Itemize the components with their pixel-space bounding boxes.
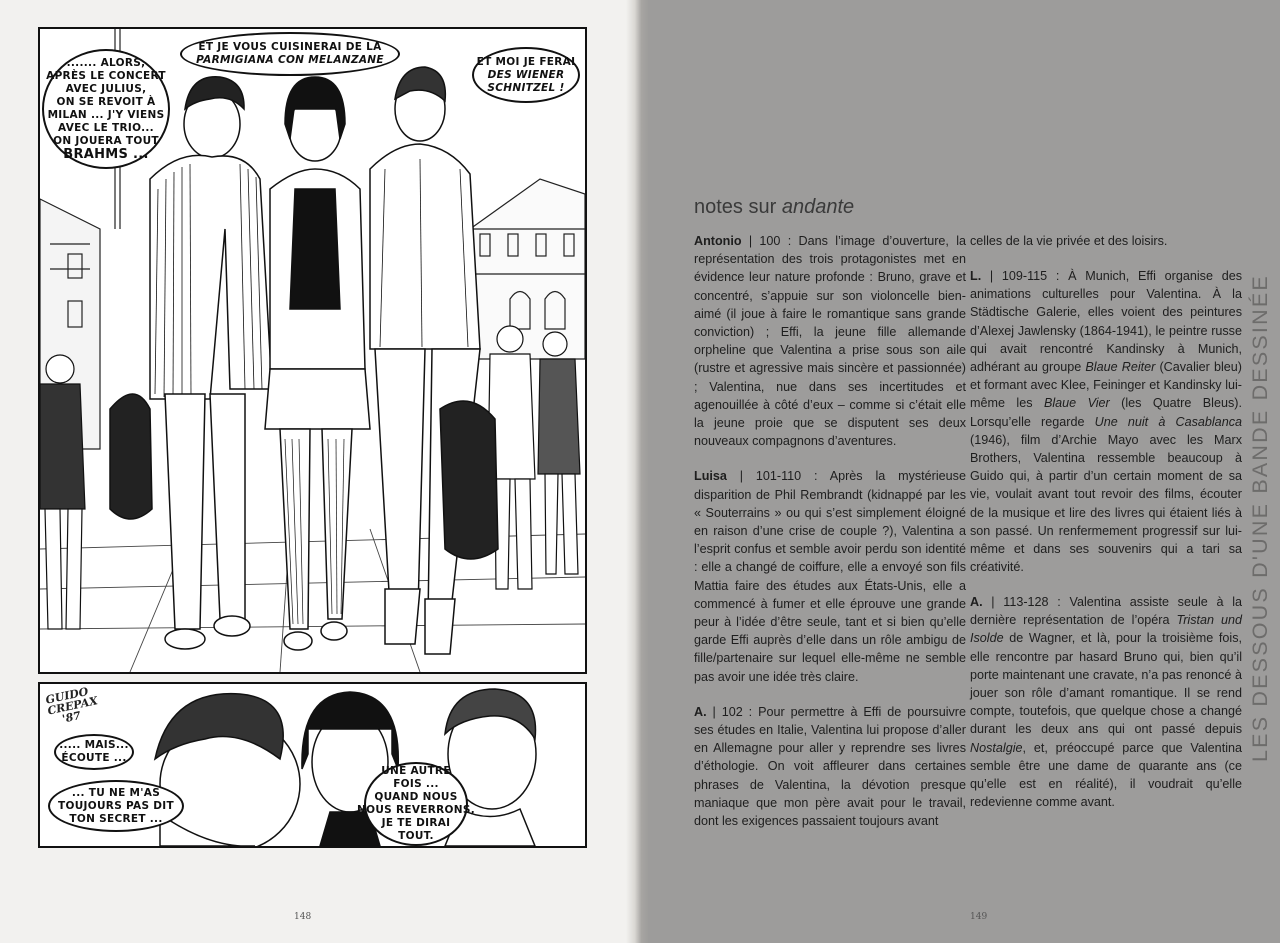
left-page bbox=[0, 0, 634, 943]
right-page bbox=[648, 0, 1280, 943]
vertical-section-title: LES DESSOUS D'UNE BANDE DESSINÉE bbox=[1248, 274, 1272, 762]
speech-balloon-effi-reply: UNE AUTRE FOIS ... QUAND NOUS NOUS REVERRONS, JE TE DIRAI TOUT. bbox=[364, 762, 468, 846]
artist-signature: GUIDO CREPAX '87 bbox=[44, 684, 99, 726]
comic-panel-2 bbox=[38, 682, 587, 848]
notes-column-1 bbox=[694, 232, 966, 847]
speech-balloon-bruno-but: ..... MAIS... ÉCOUTE ... bbox=[54, 734, 134, 770]
speech-balloon-bruno: ....... ALORS, APRÈS LE CONCERT AVEC JULIUS, ON SE REVOIT À MILAN ... J'Y VIENS AVEC LE TRIO... ON JOUERA TOUT BRAHMS ... bbox=[42, 49, 170, 169]
comic-panel-1 bbox=[38, 27, 587, 674]
notes-title: notes sur andante bbox=[694, 196, 855, 218]
note-l-109: L. | 109-115 : À Munich, Effi organise des animations culturelles pour Valentina. À la Städtische Galerie, elles voient des peintures d’Alexej Jawlensky (1864-1941), le peintre russe qui avait rencontré Kandinsky à Munich, adhérant au groupe Blaue Reiter (Cavalier bleu) et formant avec Klee, Feininger et Kandinsky lui-même les Blaue Vier (les Quatre Bleus). Lorsqu’elle regarde Une nuit à Casablanca (1946), film d’Archie Mayo avec les Marx Brothers, Valentina ressemble beaucoup à Guido qui, à partir d’un certain moment de sa vie, voulait avant tout revoir des films, écouter de la musique et lire des livres qui étaient liés à son passé. Un renfermement progressif sur lui-même et dans ses souvenirs qui a tari sa créativité. bbox=[970, 269, 1243, 575]
notes-column-2b bbox=[970, 593, 1242, 828]
note-a-113: A. | 113-128 : Valentina assiste seule à la dernière représentation de l’opéra Tristan und Isolde de Wagner, et là, pour la troisième fois, elle rencontre par hasard Bruno qui, bien qu’il porte maintenant une cravate, n’a pas renoncé à jouer son rôle d’amant romantique. Il se rend compte, toutefois, que quelque chose a changé durant les deux ans qui ont passé depuis Nostalgie, et, préoccupé parce que Valentina semble être une dame de quarante ans (ce qu’elle est en réalité), il voudrait qu’elle redevienne comme avant. bbox=[970, 595, 1242, 810]
notes-column-2 bbox=[970, 267, 1242, 593]
book-gutter bbox=[626, 0, 648, 943]
page-number-right: 149 bbox=[970, 912, 988, 922]
speech-balloon-luisa: ET JE VOUS CUISINERAI DE LA PARMIGIANA CON MELANZANE bbox=[180, 32, 400, 76]
note-a-102-continued: celles de la vie privée et des loisirs. bbox=[970, 234, 1168, 248]
speech-balloon-bruno-secret: ... TU NE M'AS TOUJOURS PAS DIT TON SECRET ... bbox=[48, 780, 184, 832]
speech-balloon-effi: ET MOI JE FERAI DES WIENER SCHNITZEL ! bbox=[472, 47, 580, 103]
page-number-left: 148 bbox=[294, 912, 312, 922]
notes-column-2-continuation bbox=[970, 232, 1242, 267]
note-antonio: Antonio | 100 : Dans l’image d’ouverture, la représentation des trois protagonistes met en évidence leur nature profonde : Bruno, grave et concentré, s’appuie sur son violoncelle bien-aimé (il joue à faire le romantique sans grande conviction) ; Effi, la jeune fille allemande orpheline que Valentina a prise sous son aile (rustre et agressive mais sincère et passionnée) ; Valentina, nue dans ses incertitudes et agenouillée à côté d’eux – comme si c’était elle la jeune proie que se disputent ses deux nouveaux compagnons d’aventures. bbox=[694, 234, 966, 449]
note-a-102: A. | 102 : Pour permettre à Effi de poursuivre ses études en Italie, Valentina lui propose d’aller en Allemagne pour aller y reprendre ses livres d’éthologie. On voit affleurer dans certaines phrases de Valentina, la dévotion presque maniaque que mon père avait pour le travail, dont les exigences passaient toujours avant bbox=[694, 704, 966, 829]
note-luisa: Luisa | 101-110 : Après la mystérieuse disparition de Phil Rembrandt (kidnappé par les « Souterrains » ou qui s’est simplement éloigné en raison d’une crise de couple ?), Valentina a l’esprit confus et semble avoir perdu son identité : elle a changé de coiffure, elle a envoyé son fils Mattia faire des études aux États-Unis, elle a commencé à fumer et elle éprouve une grande peur à l’idée d’être seule, tant et si bien qu’elle garde Effi auprès d’elle dans un rôle ambigu de fille/partenaire sur lequel elle-même ne semble pas avoir une idée très claire. bbox=[694, 469, 966, 684]
